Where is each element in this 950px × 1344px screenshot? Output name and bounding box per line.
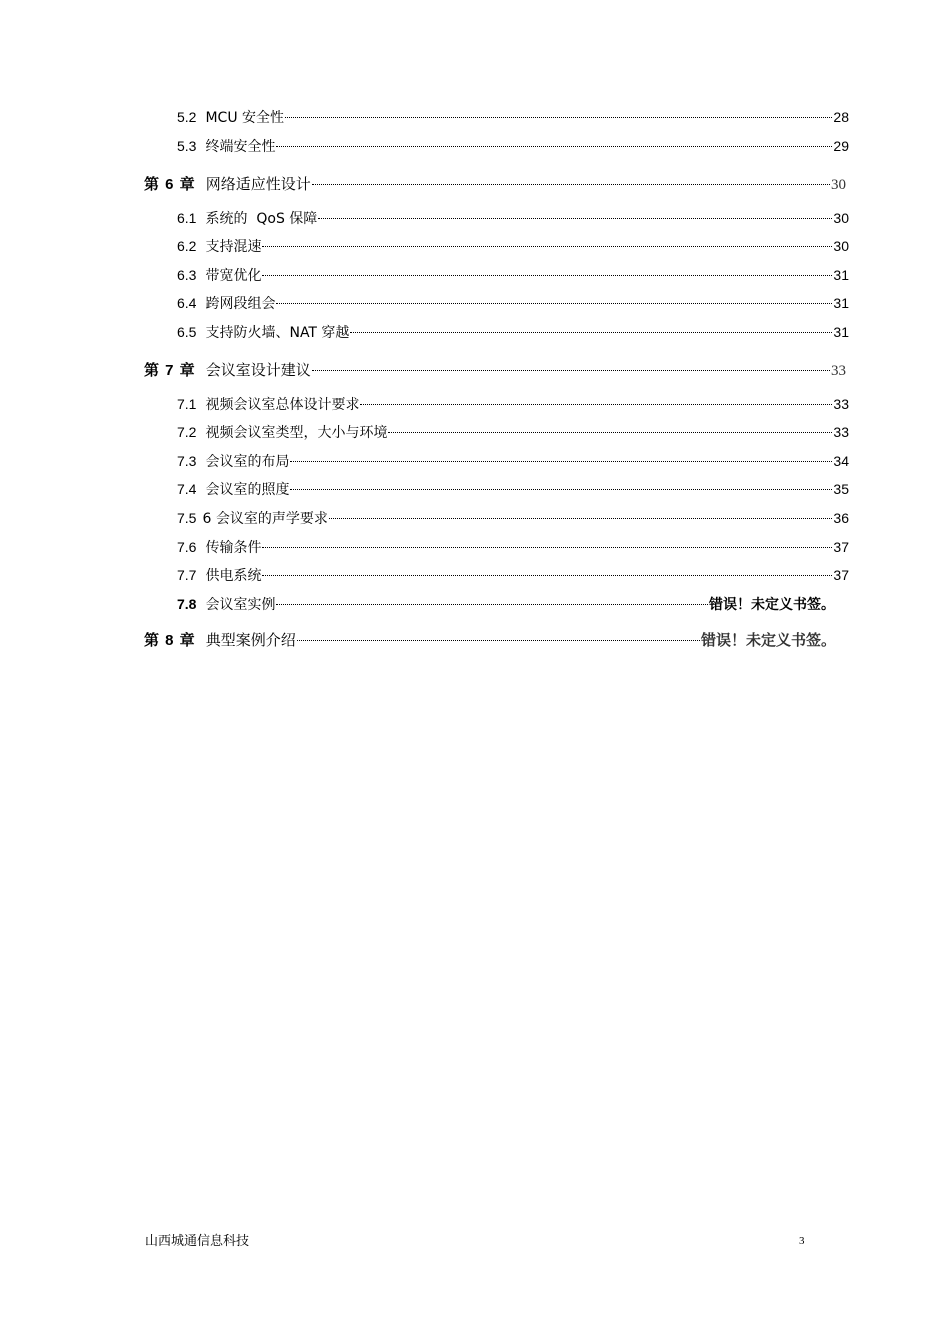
toc-entry-title: 支持混速 [205, 239, 262, 255]
dot-leader [290, 446, 832, 466]
toc-entry-number: 6.1 [177, 210, 197, 226]
toc-entry-number: 7.3 [177, 453, 197, 469]
toc-entry-6-5[interactable] [177, 317, 849, 341]
toc-chapter-title: 会议室设计建议 [205, 361, 311, 379]
toc-entry-page: 31 [833, 295, 849, 311]
toc-entry-title: MCU 安全性 [205, 110, 285, 126]
toc-entry-7-2[interactable] [177, 417, 849, 441]
toc-entry-number: 6.2 [177, 238, 197, 254]
dot-leader [262, 532, 832, 552]
toc-entry-7-6[interactable] [177, 532, 849, 556]
toc-entry-7-4[interactable] [177, 474, 849, 498]
toc-entry-page: 31 [833, 267, 849, 283]
toc-chapter-title: 典型案例介绍 [205, 631, 296, 649]
toc-entry-number: 7.7 [177, 567, 197, 583]
toc-chapter-number: 第 6 章 [144, 176, 196, 193]
toc-entry-title: 系统的 QoS 保障 [205, 211, 318, 227]
toc-entry-title: 视频会议室类型，大小与环境 [205, 425, 388, 441]
toc-entry-title: 会议室实例 [205, 597, 276, 613]
toc-entry-title: 视频会议室总体设计要求 [205, 397, 360, 413]
dot-leader [276, 131, 832, 151]
dot-leader [388, 417, 832, 437]
toc-entry-page: 30 [833, 210, 849, 226]
toc-chapter-page: 30 [831, 177, 846, 193]
toc-entry-7-1[interactable] [177, 389, 849, 413]
toc-entry-number: 6.3 [177, 267, 197, 283]
dot-leader [262, 560, 832, 580]
toc-entry-5-3[interactable] [177, 131, 849, 155]
toc-entry-6-1[interactable] [177, 203, 849, 227]
toc-entry-number: 7.2 [177, 424, 197, 440]
toc-entry-page: 33 [833, 396, 849, 412]
toc-entry-page: 34 [833, 453, 849, 469]
toc-entry-title: 终端安全性 [205, 139, 276, 155]
toc-entry-page: 35 [833, 481, 849, 497]
toc-entry-page: 29 [833, 138, 849, 154]
toc-entry-title: 支持防火墙、NAT 穿越 [205, 325, 350, 341]
toc-entry-title: 6 会议室的声学要求 [202, 511, 328, 527]
dot-leader [312, 169, 830, 189]
toc-chapter-page-error: 错误！未定义书签。 [700, 633, 836, 649]
toc-entry-number: 7.5 [177, 510, 197, 526]
toc-entry-7-5[interactable] [177, 503, 849, 527]
dot-leader [276, 288, 832, 308]
toc-chapter-7[interactable] [144, 355, 846, 379]
dot-leader [312, 355, 830, 375]
toc-entry-6-3[interactable] [177, 260, 849, 284]
dot-leader [329, 503, 833, 523]
toc-entry-page: 37 [833, 539, 849, 555]
toc-entry-7-7[interactable] [177, 560, 849, 584]
dot-leader [360, 389, 832, 409]
toc-chapter-8[interactable] [144, 625, 836, 649]
toc-chapter-number: 第 8 章 [144, 632, 196, 649]
toc-entry-5-2[interactable] [177, 102, 849, 126]
toc-entry-page: 28 [833, 109, 849, 125]
toc-entry-number: 6.4 [177, 295, 197, 311]
toc-entry-title: 带宽优化 [205, 268, 262, 284]
toc-entry-7-8[interactable] [177, 589, 835, 613]
toc-entry-number: 7.8 [177, 596, 197, 612]
toc-entry-number: 7.1 [177, 396, 197, 412]
dot-leader [318, 203, 832, 223]
toc-entry-title: 跨网段组会 [205, 296, 276, 312]
toc-entry-6-4[interactable] [177, 288, 849, 312]
toc-entry-page: 31 [833, 324, 849, 340]
toc-entry-7-3[interactable] [177, 446, 849, 470]
toc-entry-page: 33 [833, 424, 849, 440]
toc-entry-title: 传输条件 [205, 540, 262, 556]
dot-leader [350, 317, 832, 337]
toc-entry-page: 37 [833, 567, 849, 583]
dot-leader [290, 474, 832, 494]
toc-entry-title: 会议室的照度 [205, 482, 290, 498]
toc-entry-page-error: 错误！未定义书签。 [709, 597, 835, 613]
toc-entry-title: 会议室的布局 [205, 454, 290, 470]
toc-chapter-6[interactable] [144, 169, 846, 193]
toc-entry-page: 30 [833, 238, 849, 254]
toc-chapter-number: 第 7 章 [144, 362, 196, 379]
toc-entry-page: 36 [833, 510, 849, 526]
toc-chapter-page: 33 [831, 363, 846, 379]
dot-leader [285, 102, 832, 122]
dot-leader [297, 625, 700, 645]
toc-entry-number: 6.5 [177, 324, 197, 340]
toc-entry-number: 5.3 [177, 138, 197, 154]
dot-leader [262, 260, 832, 280]
toc-entry-number: 5.2 [177, 109, 197, 125]
toc-entry-6-2[interactable] [177, 231, 849, 255]
dot-leader [276, 589, 708, 609]
toc-entry-number: 7.6 [177, 539, 197, 555]
footer-page-number: 3 [799, 1235, 805, 1247]
footer-company: 山西城通信息科技 [145, 1234, 250, 1249]
toc-chapter-title: 网络适应性设计 [205, 175, 311, 193]
toc-entry-number: 7.4 [177, 481, 197, 497]
toc-entry-title: 供电系统 [205, 568, 262, 584]
dot-leader [262, 231, 832, 251]
